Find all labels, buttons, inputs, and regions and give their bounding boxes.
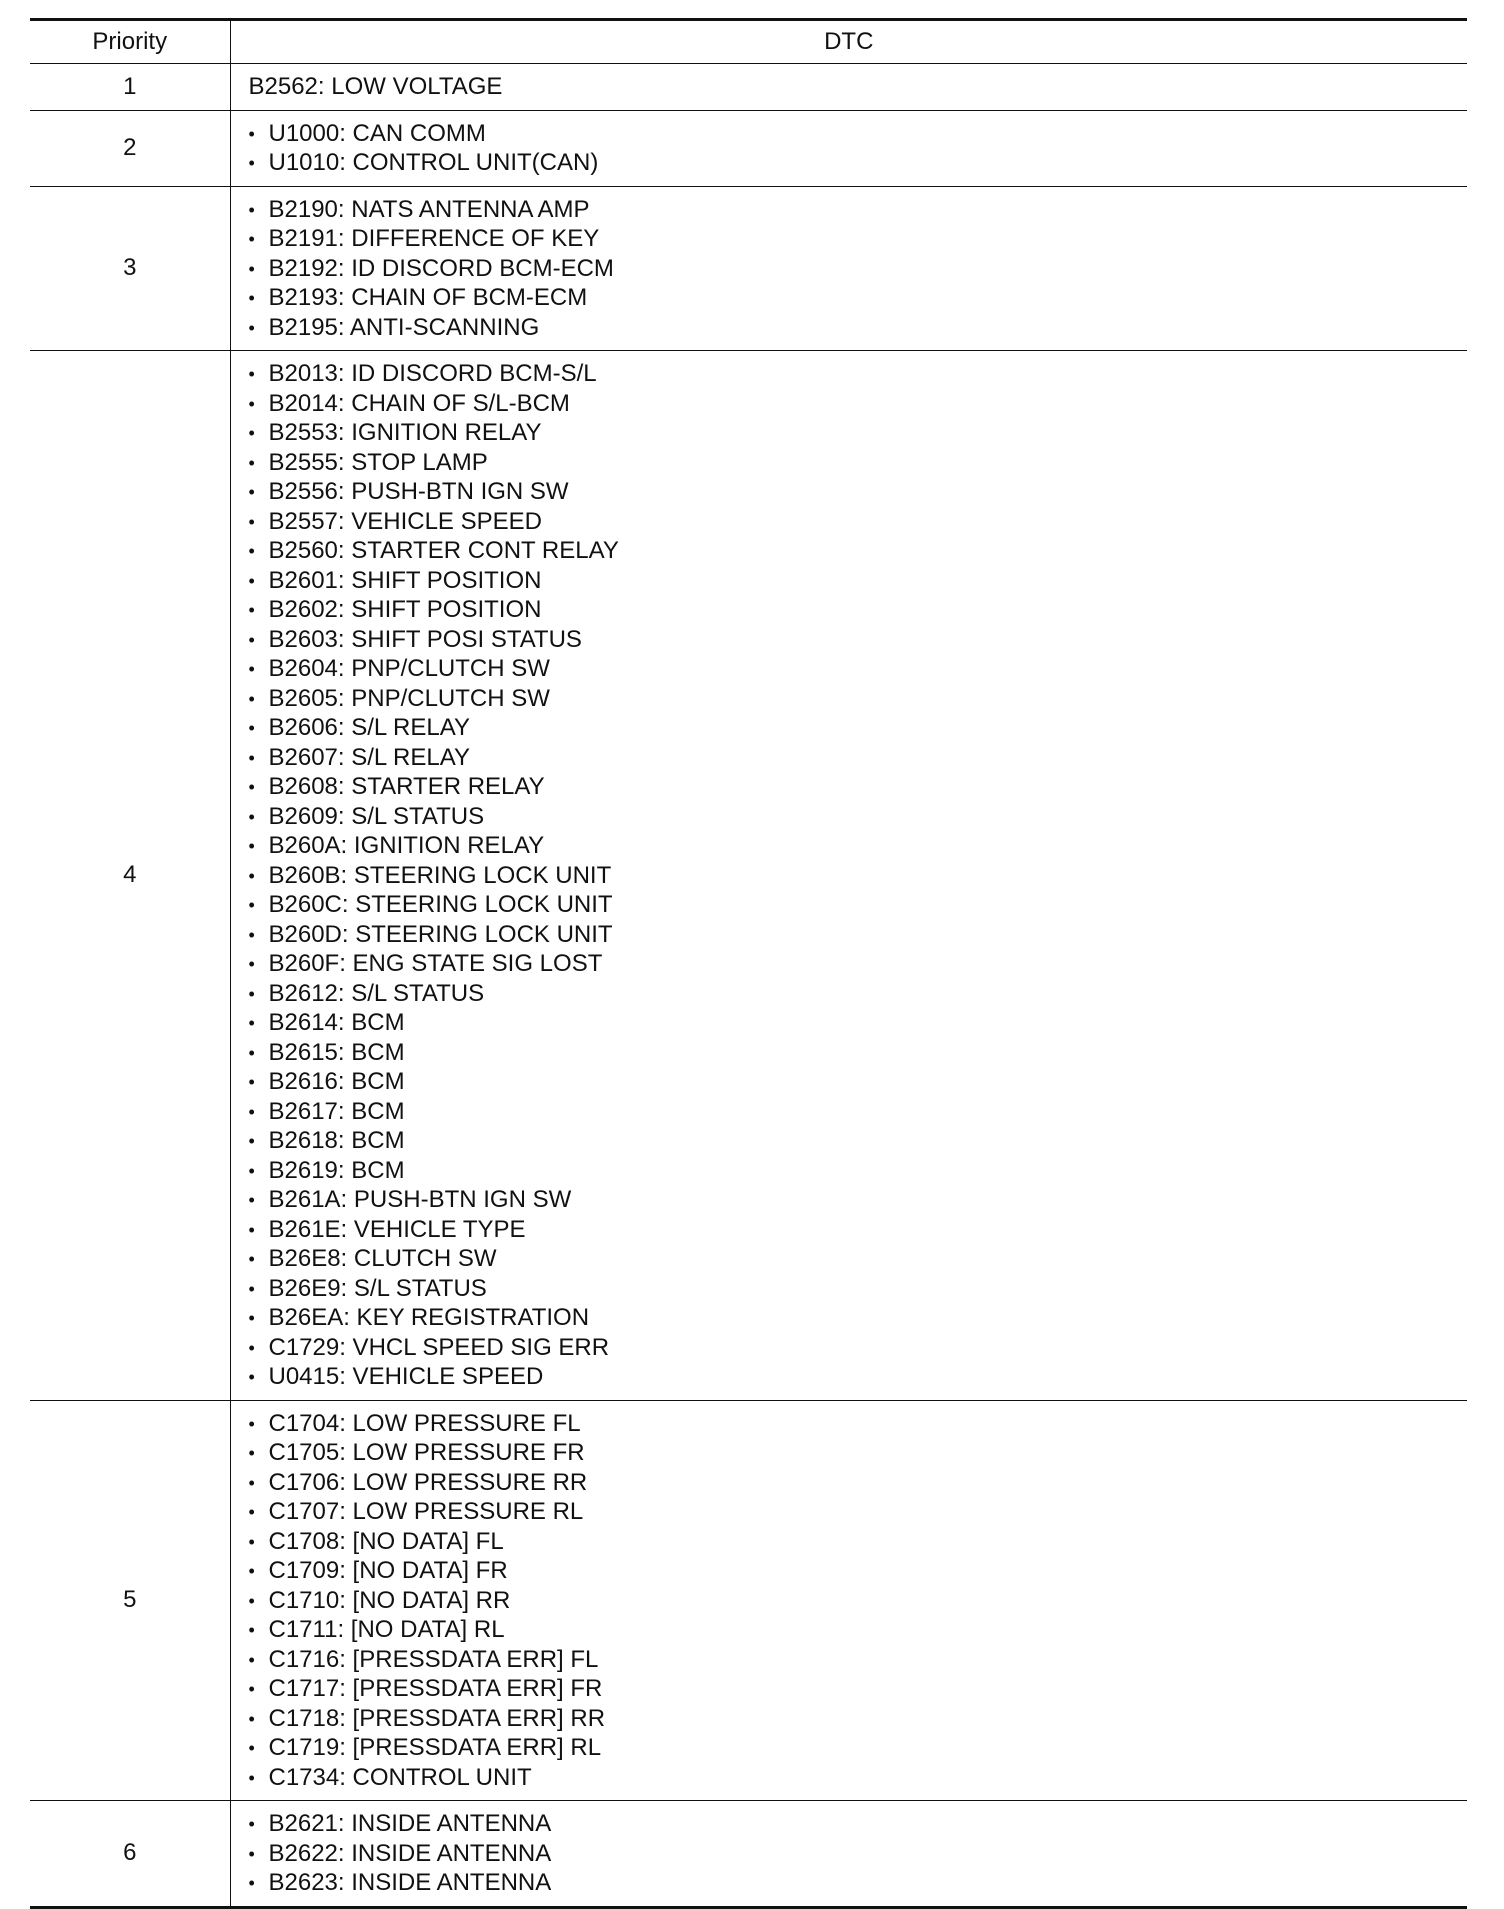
dtc-code-text: B2612: S/L STATUS [268, 979, 485, 1007]
bullet-icon: • [248, 1013, 255, 1033]
bullet-icon: • [248, 288, 255, 308]
dtc-code-text: B2609: S/L STATUS [268, 802, 485, 830]
bullet-icon: • [248, 511, 255, 532]
bullet-icon: • [248, 1738, 255, 1758]
dtc-code-text: B2605: PNP/CLUTCH SW [268, 684, 550, 712]
table-row [30, 110, 1467, 186]
list-item [249, 536, 1468, 566]
priority-cell: 5 [30, 1400, 230, 1801]
bullet-icon: • [248, 1649, 255, 1670]
list-item [249, 148, 1468, 178]
bullet-icon: • [248, 1278, 255, 1299]
dtc-code-text: B2193: CHAIN OF BCM-ECM [268, 284, 588, 311]
dtc-list [249, 195, 1468, 343]
bullet-icon: • [248, 954, 255, 974]
list-item [249, 1868, 1468, 1898]
dtc-code-text: C1704: LOW PRESSURE FL [268, 1409, 581, 1437]
priority-cell: 6 [30, 1801, 230, 1908]
list-item [249, 654, 1468, 684]
priority-column-header: Priority [30, 20, 230, 64]
bullet-icon: • [248, 1337, 255, 1358]
dtc-list [249, 1409, 1468, 1793]
dtc-code-text: B2622: INSIDE ANTENNA [268, 1839, 552, 1867]
list-item [249, 1038, 1468, 1068]
dtc-code-text: B2603: SHIFT POSI STATUS [268, 625, 582, 653]
table-row [30, 1400, 1467, 1801]
list-item [249, 625, 1468, 655]
list-item [249, 595, 1468, 625]
dtc-code-text: B2602: SHIFT POSITION [268, 596, 542, 623]
bullet-icon: • [248, 600, 255, 620]
bullet-icon: • [248, 777, 255, 797]
list-item [249, 1156, 1468, 1186]
list-item [249, 448, 1468, 478]
dtc-list [249, 359, 1468, 1392]
dtc-code-text: B260B: STEERING LOCK UNIT [268, 861, 612, 889]
dtc-code-text: B2555: STOP LAMP [268, 448, 488, 476]
list-item [249, 1468, 1468, 1498]
list-item [249, 1067, 1468, 1097]
dtc-code-text: B2616: BCM [268, 1068, 405, 1095]
bullet-icon: • [248, 258, 255, 279]
list-item [249, 1126, 1468, 1156]
dtc-code-text: C1734: CONTROL UNIT [268, 1763, 532, 1791]
bullet-icon: • [248, 747, 255, 768]
list-item [249, 1333, 1468, 1363]
bullet-icon: • [248, 1502, 255, 1522]
list-item [249, 1244, 1468, 1274]
dtc-code-text: B26EA: KEY REGISTRATION [268, 1304, 590, 1331]
bullet-icon: • [248, 1160, 255, 1181]
list-item [249, 1615, 1468, 1645]
list-item [249, 359, 1468, 389]
list-item [249, 224, 1468, 254]
bullet-icon: • [248, 1620, 255, 1640]
dtc-cell [230, 1801, 1467, 1908]
dtc-cell [230, 186, 1467, 351]
bullet-icon: • [248, 1472, 255, 1493]
dtc-column-header: DTC [230, 20, 1467, 64]
dtc-code-text: B260A: IGNITION RELAY [268, 832, 545, 859]
list-item [249, 1704, 1468, 1734]
list-item [249, 772, 1468, 802]
list-item [249, 831, 1468, 861]
list-item [249, 1586, 1468, 1616]
dtc-code-text: B2614: BCM [268, 1009, 405, 1036]
dtc-code-text: B2556: PUSH-BTN IGN SW [268, 478, 569, 505]
dtc-code-text: B26E8: CLUTCH SW [268, 1245, 497, 1272]
list-item [249, 1097, 1468, 1127]
table-header-row [30, 20, 1467, 64]
list-item [249, 507, 1468, 537]
dtc-code-text: B2557: VEHICLE SPEED [268, 507, 542, 535]
dtc-cell [230, 351, 1467, 1401]
list-item [249, 1303, 1468, 1333]
list-item [249, 195, 1468, 225]
list-item [249, 1185, 1468, 1215]
dtc-code-text: U1010: CONTROL UNIT(CAN) [268, 149, 599, 176]
list-item [249, 1362, 1468, 1392]
bullet-icon: • [248, 688, 255, 709]
list-item [249, 743, 1468, 773]
list-item [249, 119, 1468, 149]
bullet-icon: • [248, 718, 255, 738]
priority-cell: 2 [30, 110, 230, 186]
dtc-code-text: B261A: PUSH-BTN IGN SW [268, 1186, 572, 1213]
bullet-icon: • [248, 1190, 255, 1210]
bullet-icon: • [248, 1367, 255, 1387]
bullet-icon: • [248, 659, 255, 679]
bullet-icon: • [248, 1814, 255, 1834]
dtc-code-text: B2195: ANTI-SCANNING [268, 313, 540, 341]
bullet-icon: • [248, 317, 255, 338]
dtc-code-text: B2619: BCM [268, 1156, 405, 1184]
dtc-cell [230, 1400, 1467, 1801]
dtc-code-text: B2604: PNP/CLUTCH SW [268, 655, 550, 682]
bullet-icon: • [248, 1443, 255, 1463]
dtc-code-text: B2621: INSIDE ANTENNA [268, 1810, 552, 1837]
bullet-icon: • [248, 806, 255, 827]
list-item [249, 684, 1468, 714]
bullet-icon: • [248, 153, 255, 173]
bullet-icon: • [248, 1561, 255, 1581]
list-item [249, 566, 1468, 596]
list-item [249, 861, 1468, 891]
dtc-code-text: C1719: [PRESSDATA ERR] RL [268, 1734, 602, 1761]
list-item [249, 389, 1468, 419]
list-item [249, 1809, 1468, 1839]
list-item [249, 477, 1468, 507]
priority-cell: 1 [30, 64, 230, 111]
dtc-code-text: B2617: BCM [268, 1097, 405, 1125]
dtc-code-text: B2608: STARTER RELAY [268, 773, 545, 800]
bullet-icon: • [248, 123, 255, 144]
table-body [30, 64, 1467, 1908]
bullet-icon: • [248, 1249, 255, 1269]
dtc-code-text: C1708: [NO DATA] FL [268, 1527, 504, 1555]
dtc-code-text: B2014: CHAIN OF S/L-BCM [268, 389, 570, 417]
bullet-icon: • [248, 1101, 255, 1122]
list-item [249, 1008, 1468, 1038]
priority-cell: 4 [30, 351, 230, 1401]
dtc-code-text: C1718: [PRESSDATA ERR] RR [268, 1704, 606, 1732]
list-item [249, 920, 1468, 950]
table-row [30, 1801, 1467, 1908]
bullet-icon: • [248, 983, 255, 1004]
dtc-code-text: B2607: S/L RELAY [268, 743, 470, 771]
bullet-icon: • [248, 199, 255, 220]
bullet-icon: • [248, 1873, 255, 1893]
dtc-code-text: B2192: ID DISCORD BCM-ECM [268, 254, 614, 282]
bullet-icon: • [248, 895, 255, 915]
priority-cell: 3 [30, 186, 230, 351]
dtc-code-text: B260F: ENG STATE SIG LOST [268, 950, 603, 977]
dtc-code-text: B260C: STEERING LOCK UNIT [268, 891, 613, 918]
list-item [249, 949, 1468, 979]
dtc-code-text: C1707: LOW PRESSURE RL [268, 1498, 584, 1525]
dtc-code-text: B2615: BCM [268, 1038, 405, 1066]
bullet-icon: • [248, 1072, 255, 1092]
dtc-code-text: C1716: [PRESSDATA ERR] FL [268, 1645, 599, 1673]
dtc-code-text: C1710: [NO DATA] RR [268, 1586, 511, 1614]
bullet-icon: • [248, 1413, 255, 1434]
bullet-icon: • [248, 1219, 255, 1240]
dtc-code-text: B26E9: S/L STATUS [268, 1274, 487, 1302]
bullet-icon: • [248, 1531, 255, 1552]
dtc-list [249, 119, 1468, 178]
dtc-code-text: C1729: VHCL SPEED SIG ERR [268, 1333, 610, 1361]
bullet-icon: • [248, 482, 255, 502]
dtc-code-text: B2553: IGNITION RELAY [268, 419, 542, 446]
list-item [249, 283, 1468, 313]
bullet-icon: • [248, 229, 255, 249]
list-item [249, 1215, 1468, 1245]
bullet-icon: • [248, 393, 255, 414]
dtc-code-text: B2562: LOW VOLTAGE [248, 73, 503, 100]
bullet-icon: • [248, 836, 255, 856]
list-item [249, 1274, 1468, 1304]
list-item [249, 1733, 1468, 1763]
bullet-icon: • [248, 364, 255, 384]
dtc-list [249, 1809, 1468, 1898]
list-item [249, 1556, 1468, 1586]
list-item [249, 802, 1468, 832]
bullet-icon: • [248, 570, 255, 591]
dtc-code-text: C1705: LOW PRESSURE FR [268, 1439, 585, 1466]
bullet-icon: • [248, 924, 255, 945]
bullet-icon: • [248, 541, 255, 561]
dtc-code-text: B261E: VEHICLE TYPE [268, 1215, 526, 1243]
bullet-icon: • [248, 629, 255, 650]
dtc-code-text: U0415: VEHICLE SPEED [268, 1363, 544, 1390]
dtc-code-text: C1711: [NO DATA] RL [268, 1616, 505, 1643]
dtc-code-text: B2190: NATS ANTENNA AMP [268, 195, 590, 223]
bullet-icon: • [248, 423, 255, 443]
bullet-icon: • [248, 1767, 255, 1788]
bullet-icon: • [248, 1590, 255, 1611]
list-item [249, 1409, 1468, 1439]
bullet-icon: • [248, 1679, 255, 1699]
list-item [249, 890, 1468, 920]
list-item [249, 1497, 1468, 1527]
table-row [30, 351, 1467, 1401]
dtc-code-text: B2191: DIFFERENCE OF KEY [268, 225, 600, 252]
table-row [30, 186, 1467, 351]
dtc-code-text: B2560: STARTER CONT RELAY [268, 537, 619, 564]
list-item [249, 979, 1468, 1009]
bullet-icon: • [248, 1708, 255, 1729]
list-item [249, 1438, 1468, 1468]
bullet-icon: • [248, 452, 255, 473]
list-item [249, 1645, 1468, 1675]
dtc-cell [230, 110, 1467, 186]
bullet-icon: • [248, 865, 255, 886]
dtc-code-text: B2606: S/L RELAY [268, 714, 470, 741]
list-item [249, 1674, 1468, 1704]
dtc-code-text: U1000: CAN COMM [268, 119, 486, 147]
dtc-code-text: C1709: [NO DATA] FR [268, 1557, 508, 1584]
list-item [249, 313, 1468, 343]
dtc-code-text: B2623: INSIDE ANTENNA [268, 1869, 552, 1896]
list-item [249, 713, 1468, 743]
list-item [249, 418, 1468, 448]
dtc-code-text: B2601: SHIFT POSITION [268, 566, 542, 594]
dtc-code-text: B2013: ID DISCORD BCM-S/L [268, 360, 597, 387]
dtc-code-text: B2618: BCM [268, 1127, 405, 1154]
list-item [249, 1527, 1468, 1557]
bullet-icon: • [248, 1042, 255, 1063]
dtc-cell [230, 64, 1467, 111]
bullet-icon: • [248, 1308, 255, 1328]
dtc-priority-table [30, 18, 1467, 1909]
dtc-code-text: C1706: LOW PRESSURE RR [268, 1468, 588, 1496]
bullet-icon: • [248, 1131, 255, 1151]
bullet-icon: • [248, 1843, 255, 1864]
dtc-code-text: C1717: [PRESSDATA ERR] FR [268, 1675, 603, 1702]
table-row [30, 64, 1467, 111]
list-item [249, 1763, 1468, 1793]
list-item [249, 1839, 1468, 1869]
list-item [249, 254, 1468, 284]
dtc-code-text: B260D: STEERING LOCK UNIT [268, 920, 613, 948]
